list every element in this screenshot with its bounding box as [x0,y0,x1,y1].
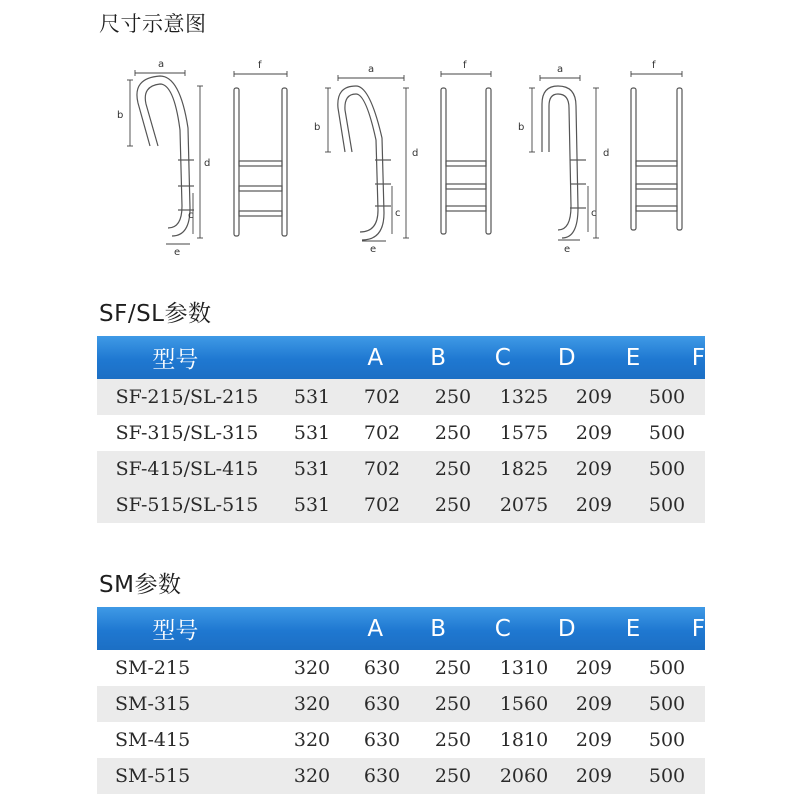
cell-a: 320 [293,729,331,751]
ladder-2-front-rail-left [441,88,446,234]
diagram-title: 尺寸示意图 [99,12,207,36]
cell-b: 702 [363,494,401,516]
cell-b: 702 [363,422,401,444]
cell-e: 209 [575,657,613,679]
cell-a: 531 [293,422,331,444]
header-model: 型号 [152,347,199,373]
cell-f: 500 [648,765,686,787]
ladder-2-front-rail-right [486,88,491,234]
cell-d: 1810 [499,729,549,751]
dim-label-e: e [174,247,181,258]
dim-label-c: c [395,208,401,219]
cell-c: 250 [434,657,472,679]
ladder-1-side-rail-inner [145,84,182,228]
ladder-3-side-rail-outer [542,86,578,238]
table-row [97,686,705,722]
cell-e: 209 [575,422,613,444]
dim-label-f: f [258,60,262,71]
cell-e: 209 [575,729,613,751]
dim-label-f: f [652,60,656,71]
table-row [97,379,705,415]
cell-f: 500 [648,386,686,408]
cell-model: SM-315 [115,693,191,715]
cell-a: 531 [293,494,331,516]
ladder-1-front-rail-right [282,88,287,236]
cell-d: 2075 [499,494,549,516]
header-f: F [691,344,706,371]
cell-b: 630 [363,765,401,787]
header-e: E [625,615,641,642]
cell-d: 2060 [499,765,549,787]
cell-f: 500 [648,494,686,516]
cell-c: 250 [434,494,472,516]
header-b: B [430,615,447,642]
cell-f: 500 [648,458,686,480]
cell-f: 500 [648,693,686,715]
cell-c: 250 [434,458,472,480]
cell-b: 630 [363,729,401,751]
dim-label-b: b [314,122,321,133]
cell-d: 1325 [499,386,549,408]
cell-c: 250 [434,693,472,715]
cell-b: 702 [363,458,401,480]
header-c: C [494,615,511,642]
table-row [97,415,705,451]
dim-label-c: c [188,210,194,221]
cell-e: 209 [575,765,613,787]
cell-d: 1310 [499,657,549,679]
header-c: C [494,344,511,371]
cell-d: 1575 [499,422,549,444]
table-header [97,607,705,650]
dim-label-c: c [591,208,597,219]
header-d: D [557,344,576,371]
ladder-2-side-rail-inner [345,94,378,232]
cell-a: 531 [293,386,331,408]
ladder-1-front-rail-left [234,88,239,236]
dim-label-d: d [603,148,610,159]
table-row [97,722,705,758]
dim-label-b: b [117,110,124,121]
cell-a: 531 [293,458,331,480]
cell-model: SF-215/SL-215 [115,386,259,408]
dim-label-d: d [412,148,419,159]
cell-b: 702 [363,386,401,408]
cell-a: 320 [293,693,331,715]
cell-c: 250 [434,729,472,751]
cell-model: SM-215 [115,657,191,679]
ladder-3-front-rail-right [677,88,682,230]
header-e: E [625,344,641,371]
table-row [97,758,705,794]
table-row [97,451,705,487]
cell-e: 209 [575,458,613,480]
dim-label-f: f [463,60,467,71]
ladder-3-side-rail-inner [549,94,571,230]
dim-label-b: b [518,122,525,133]
cell-b: 630 [363,693,401,715]
header-a: A [367,344,384,371]
sf-params-table [97,336,705,523]
cell-c: 250 [434,386,472,408]
table-row [97,487,705,523]
cell-e: 209 [575,693,613,715]
dim-label-e: e [370,244,377,255]
header-a: A [367,615,384,642]
table-row [97,650,705,686]
cell-d: 1560 [499,693,549,715]
cell-model: SM-415 [115,729,191,751]
cell-model: SF-415/SL-415 [115,458,259,480]
sm-table-title: SM参数 [99,572,182,598]
cell-a: 320 [293,657,331,679]
cell-e: 209 [575,494,613,516]
header-f: F [691,615,706,642]
cell-c: 250 [434,765,472,787]
cell-a: 320 [293,765,331,787]
dim-label-d: d [204,158,211,169]
header-model: 型号 [152,618,199,644]
table-header [97,336,705,379]
cell-e: 209 [575,386,613,408]
sf-table-title: SF/SL参数 [99,301,212,327]
header-d: D [557,615,576,642]
cell-model: SF-515/SL-515 [115,494,259,516]
dimension-diagram [0,48,800,258]
cell-b: 630 [363,657,401,679]
cell-f: 500 [648,729,686,751]
dim-label-a: a [368,64,375,75]
dim-label-e: e [564,244,571,255]
header-b: B [430,344,447,371]
cell-model: SM-515 [115,765,191,787]
cell-model: SF-315/SL-315 [115,422,259,444]
cell-f: 500 [648,422,686,444]
sm-params-table [97,607,705,794]
dim-label-a: a [557,64,564,75]
cell-d: 1825 [499,458,549,480]
ladder-3-front-rail-left [631,88,636,230]
cell-c: 250 [434,422,472,444]
dim-label-a: a [158,59,165,70]
cell-f: 500 [648,657,686,679]
